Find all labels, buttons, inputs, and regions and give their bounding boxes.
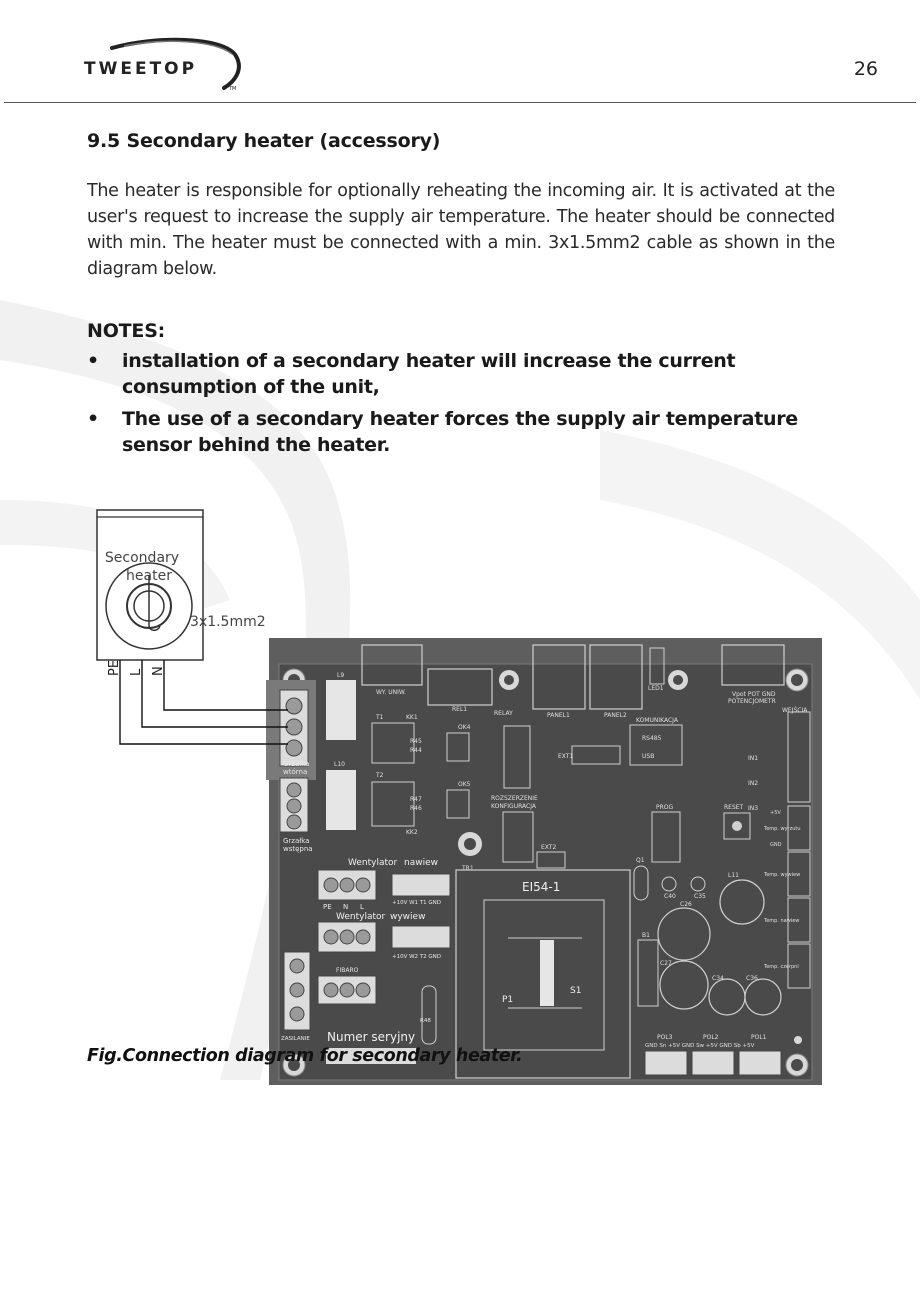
svg-text:wstępna: wstępna <box>283 845 313 853</box>
svg-text:Vpot POT GND: Vpot POT GND <box>732 691 776 698</box>
tweetop-logo <box>84 36 244 92</box>
svg-text:C35: C35 <box>694 893 706 900</box>
main-content <box>87 130 835 464</box>
svg-text:wtórna: wtórna <box>283 768 308 776</box>
svg-text:R47: R47 <box>410 796 422 803</box>
svg-text:L: L <box>360 903 364 911</box>
svg-text:RS485: RS485 <box>642 735 662 742</box>
svg-text:PROG: PROG <box>656 804 674 811</box>
svg-text:C36: C36 <box>746 975 758 982</box>
svg-text:T2: T2 <box>376 772 384 779</box>
svg-text:TR1: TR1 <box>462 865 474 872</box>
logo-text: TWEETOP <box>84 59 198 79</box>
control-board <box>266 638 822 1085</box>
notes-list <box>87 348 857 458</box>
svg-text:Wentylator: Wentylator <box>336 912 386 922</box>
svg-text:B1: B1 <box>642 932 650 939</box>
svg-text:L10: L10 <box>334 761 345 768</box>
svg-text:Grzałka: Grzałka <box>283 760 310 768</box>
svg-text:WY. UNIW.: WY. UNIW. <box>376 689 406 696</box>
svg-text:PANEL2: PANEL2 <box>604 712 627 719</box>
svg-text:EXT1: EXT1 <box>558 753 574 760</box>
svg-text:Temp. czerpni: Temp. czerpni <box>764 964 799 970</box>
svg-text:IN2: IN2 <box>748 780 759 787</box>
svg-text:P1: P1 <box>502 995 514 1005</box>
svg-text:RELAY: RELAY <box>494 710 513 717</box>
svg-text:EI54-1: EI54-1 <box>522 880 561 894</box>
svg-text:Temp. wywiew: Temp. wywiew <box>764 872 801 878</box>
svg-text:PANEL1: PANEL1 <box>547 712 570 719</box>
svg-text:R45: R45 <box>410 738 422 745</box>
svg-text:POL1: POL1 <box>751 1034 767 1041</box>
svg-text:+10V W1 T1 GND: +10V W1 T1 GND <box>392 900 442 906</box>
heater-wires <box>120 660 288 744</box>
svg-text:PE: PE <box>323 903 332 911</box>
svg-text:C34: C34 <box>712 975 724 982</box>
notes-heading: NOTES: <box>87 320 166 342</box>
secondary-heater-box <box>97 510 203 660</box>
svg-text:+10V W2 T2 GND: +10V W2 T2 GND <box>392 954 442 960</box>
svg-text:POL3: POL3 <box>657 1034 673 1041</box>
svg-text:S1: S1 <box>570 986 582 996</box>
svg-text:POL2: POL2 <box>703 1034 719 1041</box>
svg-text:R46: R46 <box>410 805 422 812</box>
page-number: 26 <box>853 58 878 80</box>
svg-text:N: N <box>343 903 349 911</box>
heater-label-1: Secondary <box>104 550 180 566</box>
svg-text:KK2: KK2 <box>406 829 418 836</box>
svg-text:T1: T1 <box>376 714 384 721</box>
svg-text:OK4: OK4 <box>458 724 471 731</box>
svg-text:USB: USB <box>642 753 655 760</box>
wire-pe-label: PE <box>107 659 122 676</box>
svg-text:Q1: Q1 <box>636 857 645 864</box>
svg-text:WEJŚCIA: WEJŚCIA <box>782 707 808 714</box>
svg-text:LED1: LED1 <box>648 685 664 692</box>
svg-text:POTENCJOMETR: POTENCJOMETR <box>728 698 776 705</box>
svg-text:TM: TM <box>229 86 237 92</box>
svg-text:C27: C27 <box>660 960 672 967</box>
svg-text:IN3: IN3 <box>748 805 759 812</box>
svg-text:GND: GND <box>770 842 782 848</box>
svg-text:OK5: OK5 <box>458 781 471 788</box>
svg-text:EXT2: EXT2 <box>541 844 557 851</box>
svg-text:C26: C26 <box>680 901 692 908</box>
section-title: 9.5 Secondary heater (accessory) <box>87 130 441 152</box>
svg-text:+5V: +5V <box>770 810 781 816</box>
header-divider <box>4 102 916 103</box>
svg-text:RESET: RESET <box>724 804 744 811</box>
heater-label-2: heater <box>126 568 172 584</box>
svg-text:wywiew: wywiew <box>390 912 426 922</box>
note-text: installation of a secondary heater will increase the current consumption of the unit, <box>122 350 736 398</box>
bullet-icon: • <box>87 350 99 372</box>
list-item <box>87 406 857 458</box>
svg-text:L9: L9 <box>337 672 345 679</box>
wire-n-label: N <box>151 666 166 676</box>
section-body: The heater is responsible for optionally reheating the incoming air. It is activated at the user's request to increase the supply air temperature. The heater should be connected with min. The heater must be connected with a min. 3x1.5mm2 cable as shown in the diagram below. <box>87 181 835 279</box>
svg-text:REL1: REL1 <box>452 706 468 713</box>
svg-text:nawiew: nawiew <box>404 858 438 868</box>
svg-text:C40: C40 <box>664 893 676 900</box>
note-text: The use of a secondary heater forces the supply air temperature sensor behind the heater. <box>122 408 798 456</box>
list-item <box>87 348 857 400</box>
svg-text:Temp. wyrzutu: Temp. wyrzutu <box>764 826 801 832</box>
svg-text:GND Sn +5V GND Sw +5V GND Sb: GND Sn +5V GND Sw +5V GND Sb +5V <box>645 1043 755 1049</box>
bullet-icon: • <box>87 408 99 430</box>
svg-text:FIBARO: FIBARO <box>336 967 359 974</box>
svg-text:Wentylator: Wentylator <box>348 858 398 868</box>
svg-text:L11: L11 <box>728 872 739 879</box>
svg-text:Numer seryjny: Numer seryjny <box>327 1030 416 1044</box>
wire-l-label: L <box>129 668 144 676</box>
cable-label: 3x1.5mm2 <box>190 614 266 630</box>
svg-text:IN1: IN1 <box>748 755 759 762</box>
svg-text:R48: R48 <box>420 1018 431 1024</box>
svg-text:KK1: KK1 <box>406 714 418 721</box>
svg-text:Grzałka: Grzałka <box>283 837 310 845</box>
svg-text:R44: R44 <box>410 747 422 754</box>
svg-text:ZASILANIE: ZASILANIE <box>281 1036 310 1042</box>
svg-text:KOMUNIKACJA: KOMUNIKACJA <box>636 717 678 724</box>
svg-text:ROZSZERZENIE: ROZSZERZENIE <box>491 795 538 802</box>
figure-caption: Fig.Connection diagram for secondary heater. <box>87 1046 523 1066</box>
svg-text:KONFIGURACJA: KONFIGURACJA <box>491 803 536 810</box>
svg-text:Temp. nawiew: Temp. nawiew <box>764 918 800 924</box>
